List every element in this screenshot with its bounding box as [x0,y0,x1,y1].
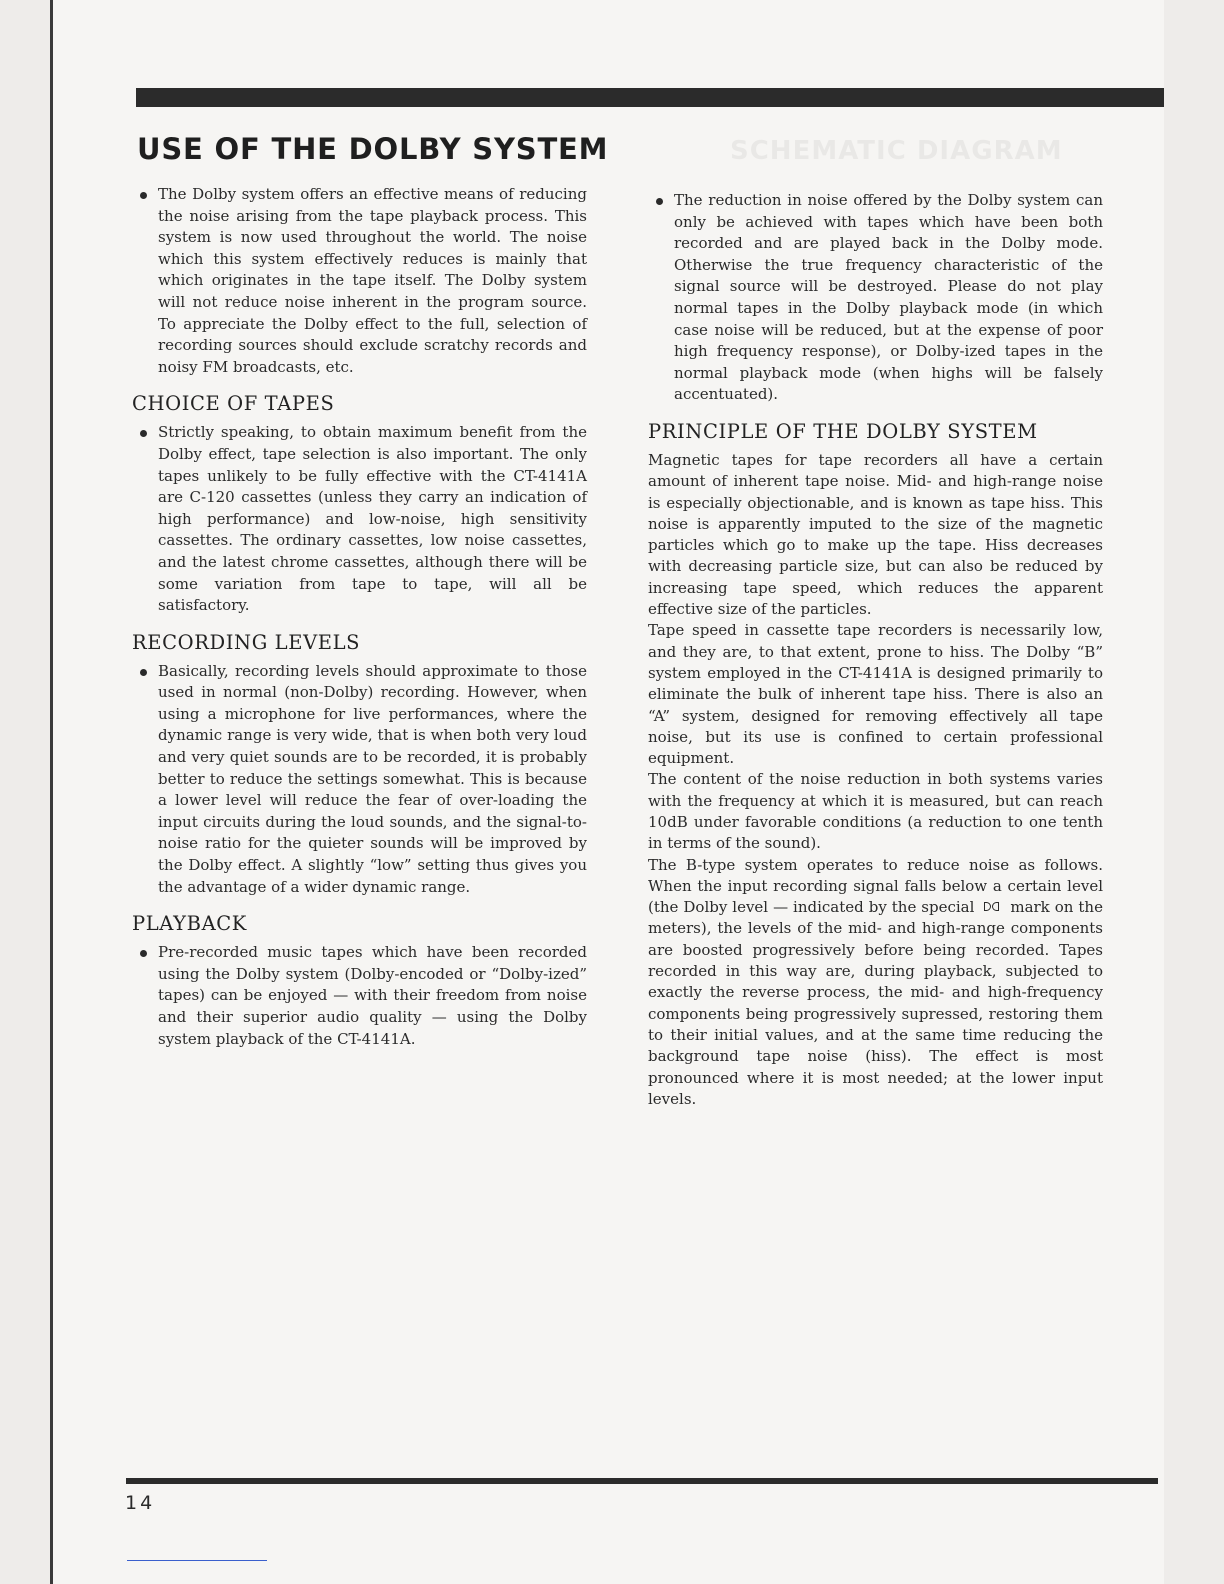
left-column [132,184,587,1064]
bullet-dot-icon [140,950,147,957]
bullet-dot-icon [140,430,147,437]
footer-link-underline [127,1560,267,1561]
bullet-dot-icon [140,192,147,199]
intro-bullet [132,184,587,378]
principle-paragraph-2: Tape speed in cassette tape recorders is necessarily low, and they are, to that extent, prone to hiss. The Dolby “B” system employed in the CT-4141A is designed primarily to eliminate the bulk of inherent tape hiss. There is also an “A” system, designed for removing effectively all tape noise, but its use is confined to certain professional equipment. [648,621,1103,768]
principle-paragraph-3: The content of the noise reduction in both systems varies with the frequency at which it is measured, but can reach 10dB under favorable conditions (a reduction to one tenth in terms of the sound). [648,770,1103,853]
principle-paragraph-4 [648,855,1103,1111]
bleed-through-text: SCHEMATIC DIAGRAM [730,136,1063,166]
choice-of-tapes-bullet [132,422,587,616]
playback-heading: PLAYBACK [132,912,247,936]
playback-bullet [132,942,587,1050]
reduction-bullet [648,190,1103,406]
principle-paragraph-4-end: mark on the meters), the levels of the mid- and high-range components are boosted progressively before being recorded. Tapes recorded in this way are, during playback, subjected to exactly the reverse process, the mid- and high-frequency components being progressively supressed, restoring them to their initial values, and at the same time reducing the background tape noise (hiss). The effect is most pronounced where it is most needed; at the lower input levels. [648,898,1103,1108]
intro-bullet-text: The Dolby system offers an effective means of reducing the noise arising from the tape playback process. This system is now used throughout the world. The noise which this system effectively reduces is mainly that which originates in the tape itself. The Dolby system will not reduce noise inherent in the program source. To appreciate the Dolby effect to the full, selection of recording sources should exclude scratchy records and noisy FM broadcasts, etc. [158,185,587,376]
principle-heading: PRINCIPLE OF THE DOLBY SYSTEM [648,419,1038,443]
recording-levels-text: Basically, recording levels should approximate to those used in normal (non-Dolby) recording. However, when using a microphone for live performances, where the dynamic range is very wide, that is when both very loud and very quiet sounds are to be recorded, it is probably better to reduce the settings somewhat. This is because a lower level will reduce the fear of over-loading the input circuits during the loud sounds, and the signal-to-noise ratio for the quieter sounds will be improved by the Dolby effect. A slightly “low” setting thus gives you the advantage of a wider dynamic range. [158,661,587,896]
page-title: USE OF THE DOLBY SYSTEM [137,132,609,166]
dolby-double-d-icon [983,902,1001,911]
page-edge [50,0,53,1584]
bullet-dot-icon [140,669,147,676]
playback-text: Pre-recorded music tapes which have been recorded using the Dolby system (Dolby-encoded or “Dolby-ized” tapes) can be enjoyed — with their freedom from noise and their superior audio quality — using the Dolby system playback of the CT-4141A. [158,943,587,1048]
recording-levels-heading: RECORDING LEVELS [132,630,361,654]
choice-of-tapes-heading: CHOICE OF TAPES [132,392,335,416]
reduction-bullet-text: The reduction in noise offered by the Dolby system can only be achieved with tapes which have been both recorded and are played back in the Dolby mode. Otherwise the true frequency characteristic of the signal source will be destroyed. Please do not play normal tapes in the Dolby playback mode (in which case noise will be reduced, but at the expense of poor high frequency response), or Dolby-ized tapes in the normal playback mode (when highs will be falsely accentuated). [674,191,1103,404]
page-number: 14 [125,1492,156,1514]
bottom-rule [126,1478,1158,1484]
principle-paragraph-4-start: The B-type system operates to reduce noise as follows. When the input recording signal falls below a certain level (the Dolby level — indicated by the special [648,855,1103,917]
choice-of-tapes-text: Strictly speaking, to obtain maximum benefit from the Dolby effect, tape selection is also important. The only tapes unlikely to be fully effective with the CT-4141A are C-120 cassettes (unless they carry an indication of high performance) and low-noise, high sensitivity cassettes. The ordinary cassettes, low noise cassettes, and the latest chrome cassettes, although there will be some variation from tape to tape, will all be satisfactory. [158,423,587,615]
right-column [648,190,1103,1110]
bullet-dot-icon [656,198,663,205]
recording-levels-bullet [132,661,587,899]
principle-paragraph-1: Magnetic tapes for tape recorders all have a certain amount of inherent tape noise. Mid- and high-range noise is especially objectionable, and is known as tape hiss. This noise is apparently imputed to the size of the magnetic particles which go to make up the tape. Hiss decreases with decreasing particle size, but can also be reduced by increasing tape speed, which reduces the apparent effective size of the particles. [648,450,1103,619]
top-rule [136,88,1164,107]
